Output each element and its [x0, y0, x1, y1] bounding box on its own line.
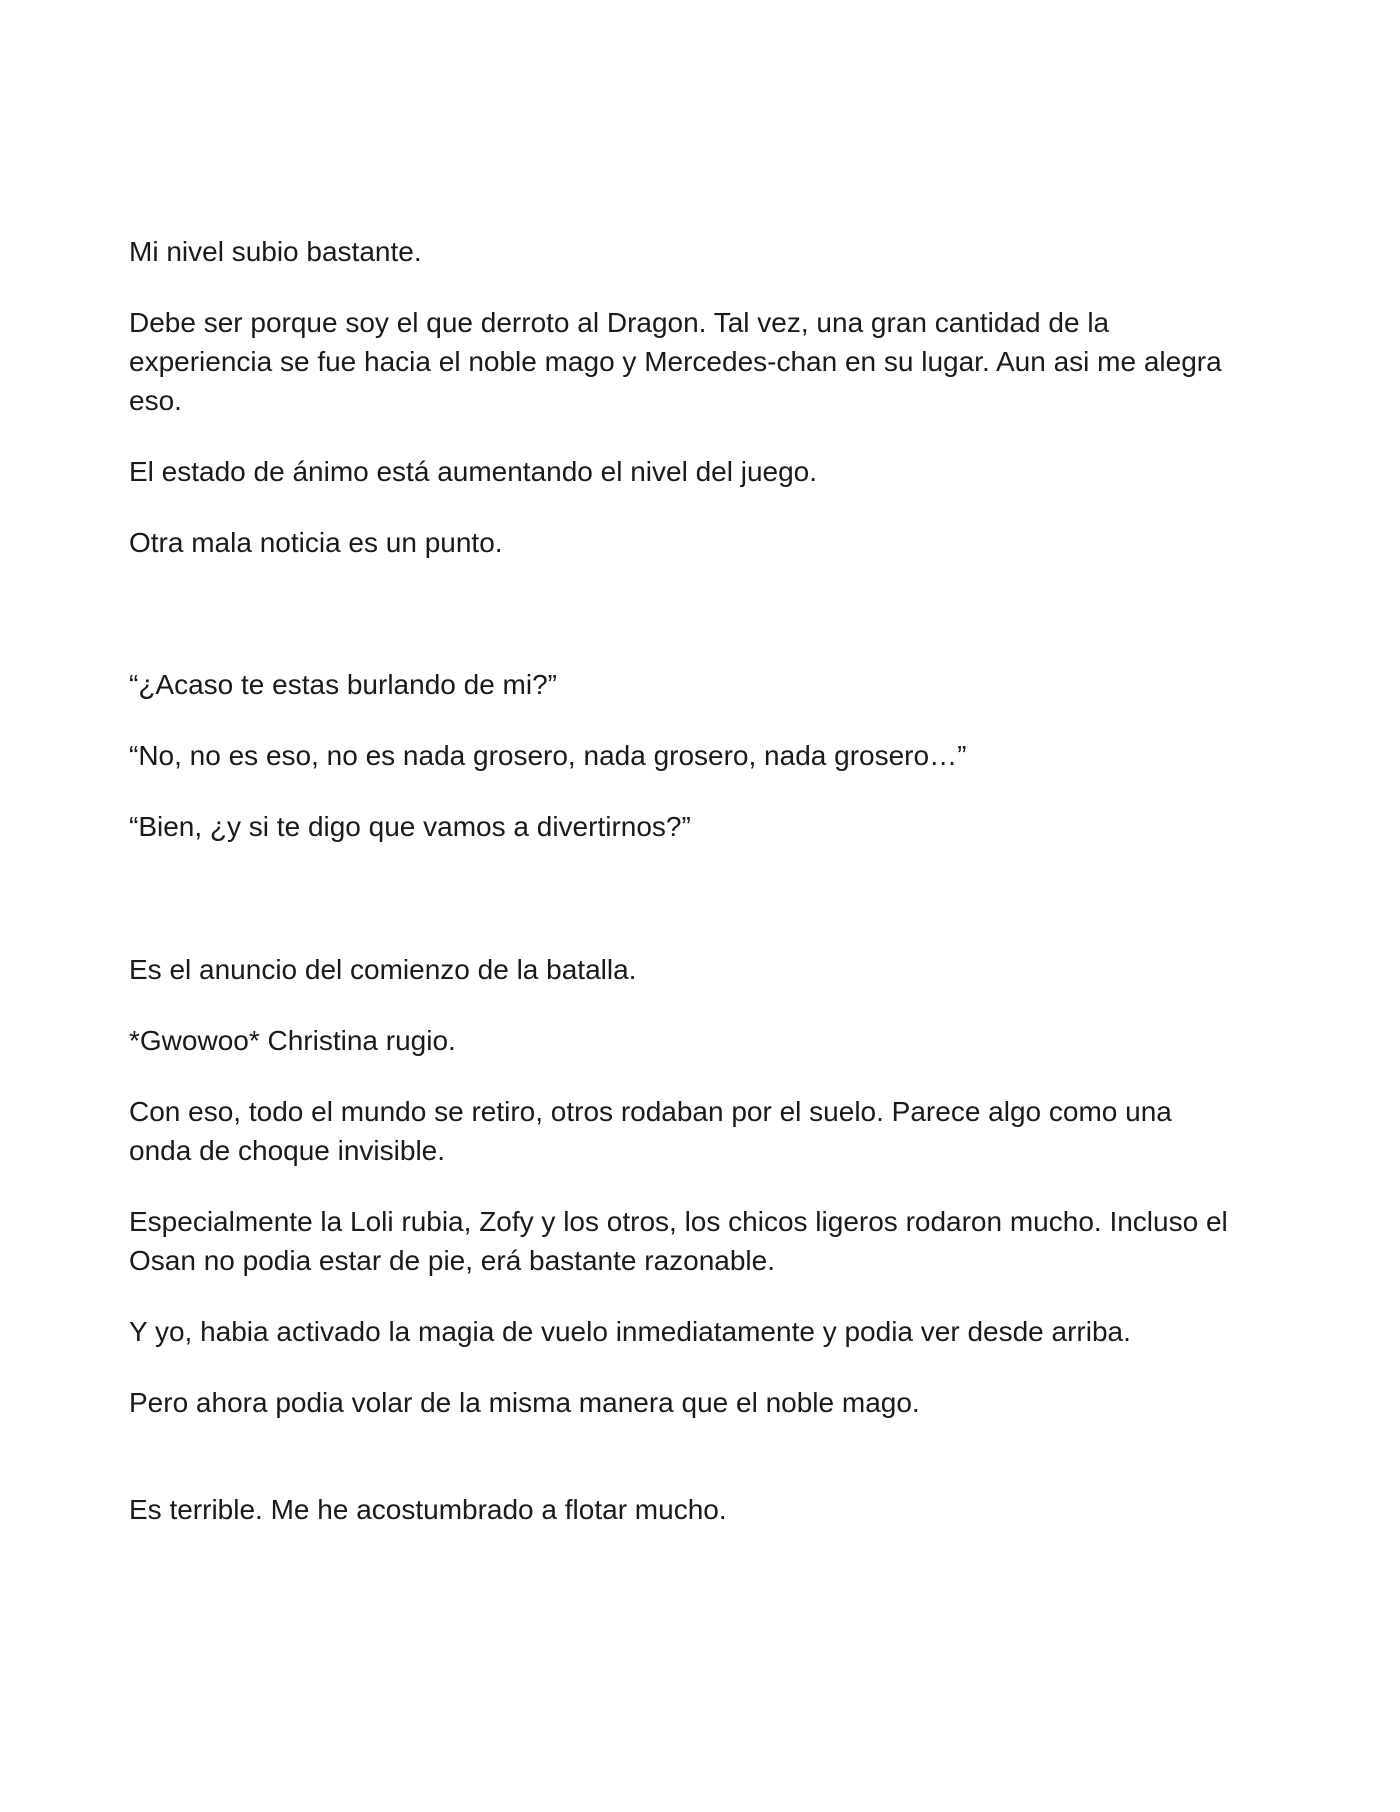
text-line: Debe ser porque soy el que derroto al Dragon. Tal vez, una gran cantidad de la [129, 307, 1110, 338]
text-line: “¿Acaso te estas burlando de mi?” [129, 669, 557, 700]
text-line: El estado de ánimo está aumentando el nivel del juego. [129, 456, 818, 487]
text-line: experiencia se fue hacia el noble mago y Mercedes-chan en su lugar. Aun asi me alegra [129, 346, 1222, 377]
text-line: Especialmente la Loli rubia, Zofy y los otros, los chicos ligeros rodaron mucho. Incluso el [129, 1206, 1228, 1237]
text-line: Es terrible. Me he acostumbrado a flotar mucho. [129, 1494, 727, 1525]
text-line: Otra mala noticia es un punto. [129, 527, 503, 558]
text-line: Con eso, todo el mundo se retiro, otros rodaban por el suelo. Parece algo como una [129, 1096, 1172, 1127]
text-line: eso. [129, 385, 182, 416]
text-line: Mi nivel subio bastante. [129, 236, 422, 267]
text-line: “Bien, ¿y si te digo que vamos a divertirnos?” [129, 811, 691, 842]
text-line: Osan no podia estar de pie, erá bastante razonable. [129, 1245, 775, 1276]
text-line: Es el anuncio del comienzo de la batalla. [129, 954, 637, 985]
text-line: *Gwowoo* Christina rugio. [129, 1025, 456, 1056]
text-line: onda de choque invisible. [129, 1135, 446, 1166]
text-line: Pero ahora podia volar de la misma manera que el noble mago. [129, 1387, 920, 1418]
text-line: Y yo, habia activado la magia de vuelo inmediatamente y podia ver desde arriba. [129, 1316, 1131, 1347]
text-line: “No, no es eso, no es nada grosero, nada grosero, nada grosero…” [129, 740, 967, 771]
